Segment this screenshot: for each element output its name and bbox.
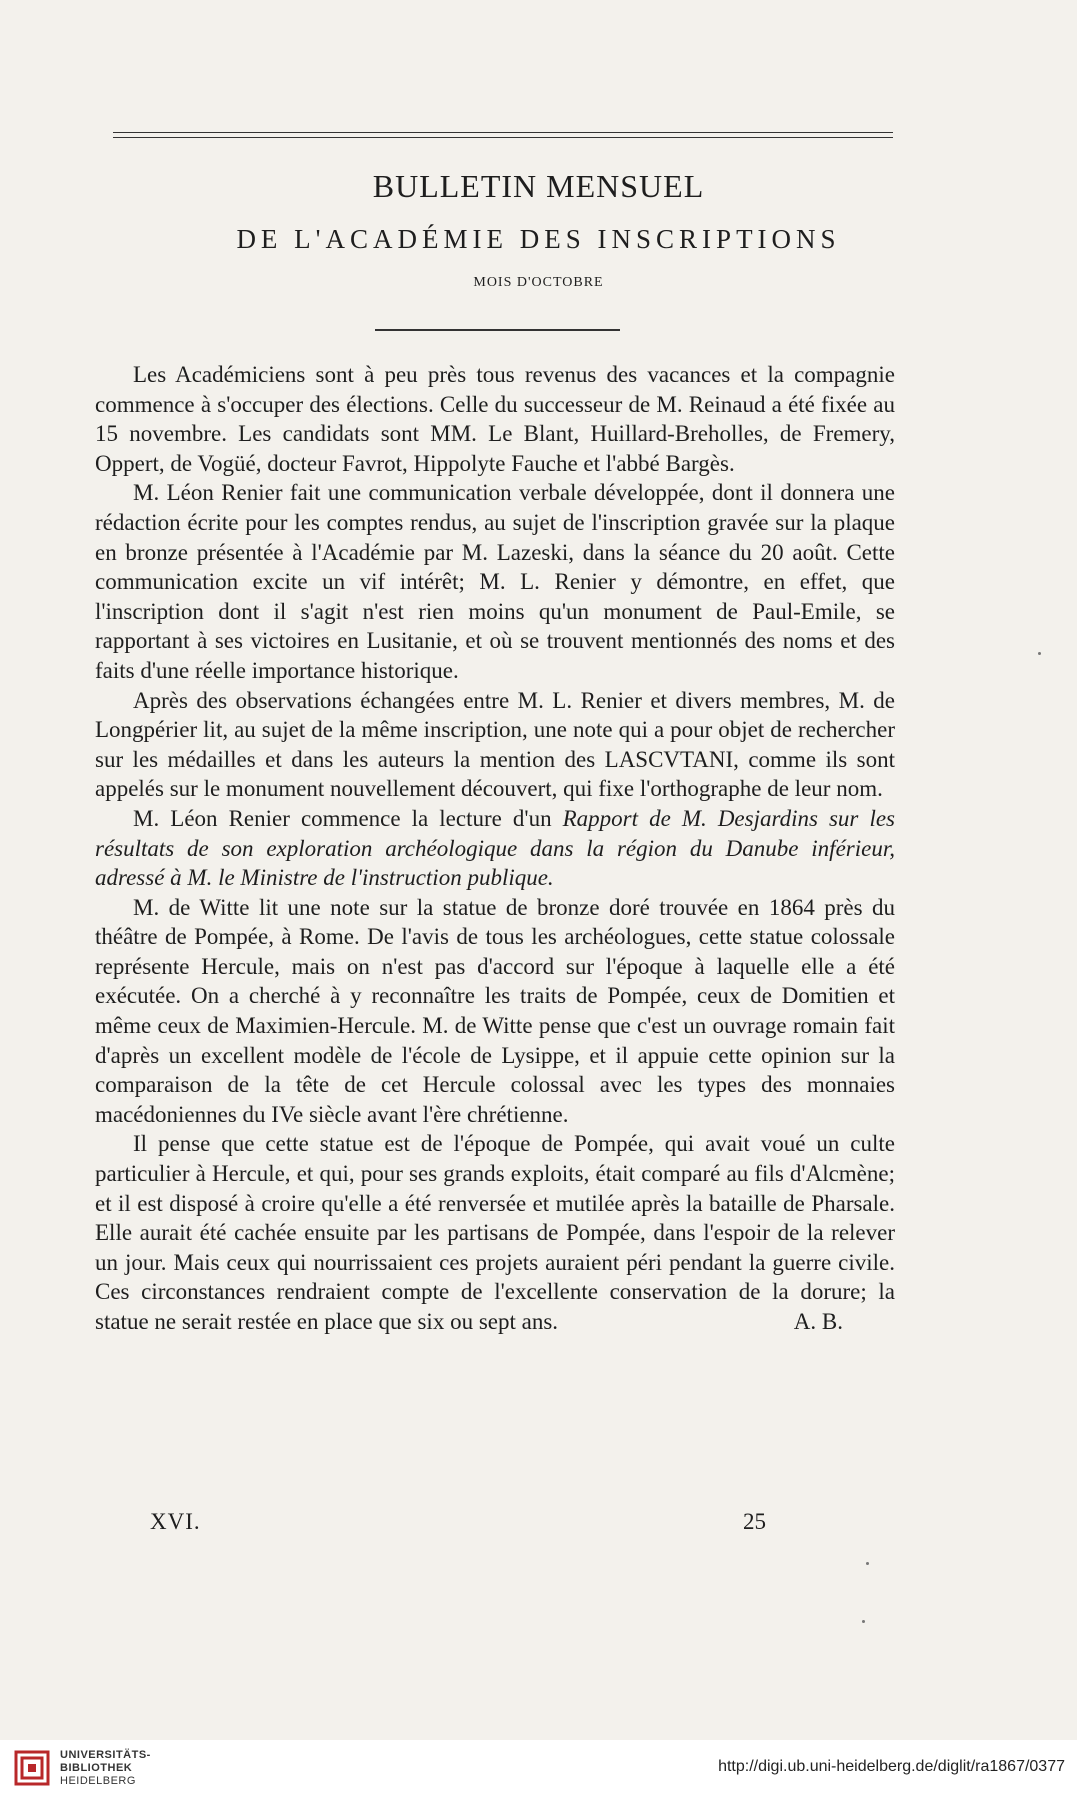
- library-name: UNIVERSITÄTS- BIBLIOTHEK HEIDELBERG: [60, 1749, 151, 1787]
- report-title-italic: Rapport de M. Desjardins sur les résultats de son exploration archéologique dans la région du Danube inférieur, adressé à M. le Ministre de l'instruction publique.: [95, 805, 895, 891]
- bulletin-month: MOIS D'OCTOBRE: [473, 275, 604, 290]
- author-signature: A. B.: [793, 1309, 843, 1334]
- paragraph-lead: M. Léon Renier commence la lecture d'un: [133, 805, 563, 831]
- library-bar: [0, 1740, 1077, 1799]
- separator-rule: [375, 329, 620, 331]
- volume-number: XVI.: [150, 1509, 201, 1534]
- heidelberg-library-logo-icon: [12, 1748, 52, 1788]
- scan-speck: [866, 1562, 869, 1565]
- top-rule: [113, 132, 893, 133]
- page-number: 25: [743, 1509, 766, 1534]
- top-rule-double: [113, 137, 893, 138]
- paragraph-de-witte: M. de Witte lit une note sur la statue de bronze doré trouvée en 1864 près du théâtre de Pompée, à Rome. De l'avis de tous les archéologues, cette statue colossale représente Hercule, mais on n'est pas d'accord sur l'époque à laquelle elle a été exécutée. On a cherché à y reconnaître les traits de Pompée, ceux de Domitien et même ceux de Maximien-Hercule. M. de Witte pense que c'est un ouvrage romain fait d'après un excellent modèle de l'école de Lysippe, et il appuie cette opinion sur la comparaison de la tête de cet Hercule colossal avec les types des monnaies macédoniennes du IVe siècle avant l'ère chrétienne.: [95, 894, 895, 1127]
- bulletin-subtitle: DE L'ACADÉMIE DES INSCRIPTIONS: [236, 224, 841, 254]
- paragraph-pompee-text: Il pense que cette statue est de l'époque de Pompée, qui avait voué un culte particulier à Hercule, et qui, pour ses grands exploits, était comparé au fils d'Alcmène; et il est disposé à croire qu'elle a été renversée et mutilée après la bataille de Pharsale. Elle aurait été cachée ensuite par les partisans de Pompée, dans l'espoir de la relever un jour. Mais ceux qui nourrissaient ces projets auraient péri pendant la guerre civile. Ces circonstances rendraient compte de l'excellente conservation de la dorure; la statue ne serait restée en place que six ou sept ans.: [95, 1131, 895, 1334]
- paragraph-desjardins-report: [95, 804, 895, 893]
- paragraph-pompee: [95, 1129, 895, 1336]
- paragraph-elections: Les Académiciens sont à peu près tous revenus des vacances et la compagnie commence à s'occuper des élections. Celle du successeur de M. Reinaud a été fixée au 15 novembre. Les candidats sont MM. Le Blant, Huillard-Breholles, de Fremery, Oppert, de Vogüé, docteur Favrot, Hippolyte Fauche et l'abbé Bargès.: [95, 362, 895, 476]
- article-body: [95, 360, 895, 1337]
- paragraph-longperier: Après des observations échangées entre M. L. Renier et divers membres, M. de Longpérier lit, au sujet de la même inscription, une note qui a pour objet de rechercher sur les médailles et dans les auteurs la mention des LASCVTANI, comme ils sont appelés sur le monument nouvellement découvert, qui fixe l'orthographe de leur nom.: [95, 687, 895, 802]
- scan-speck: [862, 1620, 865, 1623]
- paragraph-renier-communication: M. Léon Renier fait une communication verbale développée, dont il donnera une rédaction écrite pour les comptes rendus, au sujet de l'inscription gravée sur la plaque en bronze présentée à l'Académie par M. Lazeski, dans la séance du 20 août. Cette communication excite un vif intérêt; M. L. Renier y démontre, en effet, que l'inscription dont il s'agit n'est rien moins qu'un monument de Paul-Emile, se rapportant à ses victoires en Lusitanie, et où se trouvent mentionnés des noms et des faits d'une réelle importance historique.: [95, 480, 895, 683]
- source-url-link[interactable]: http://digi.ub.uni-heidelberg.de/diglit/ra1867/0377: [718, 1758, 1065, 1775]
- scan-speck: [1038, 652, 1041, 655]
- bulletin-title: BULLETIN MENSUEL: [372, 168, 705, 204]
